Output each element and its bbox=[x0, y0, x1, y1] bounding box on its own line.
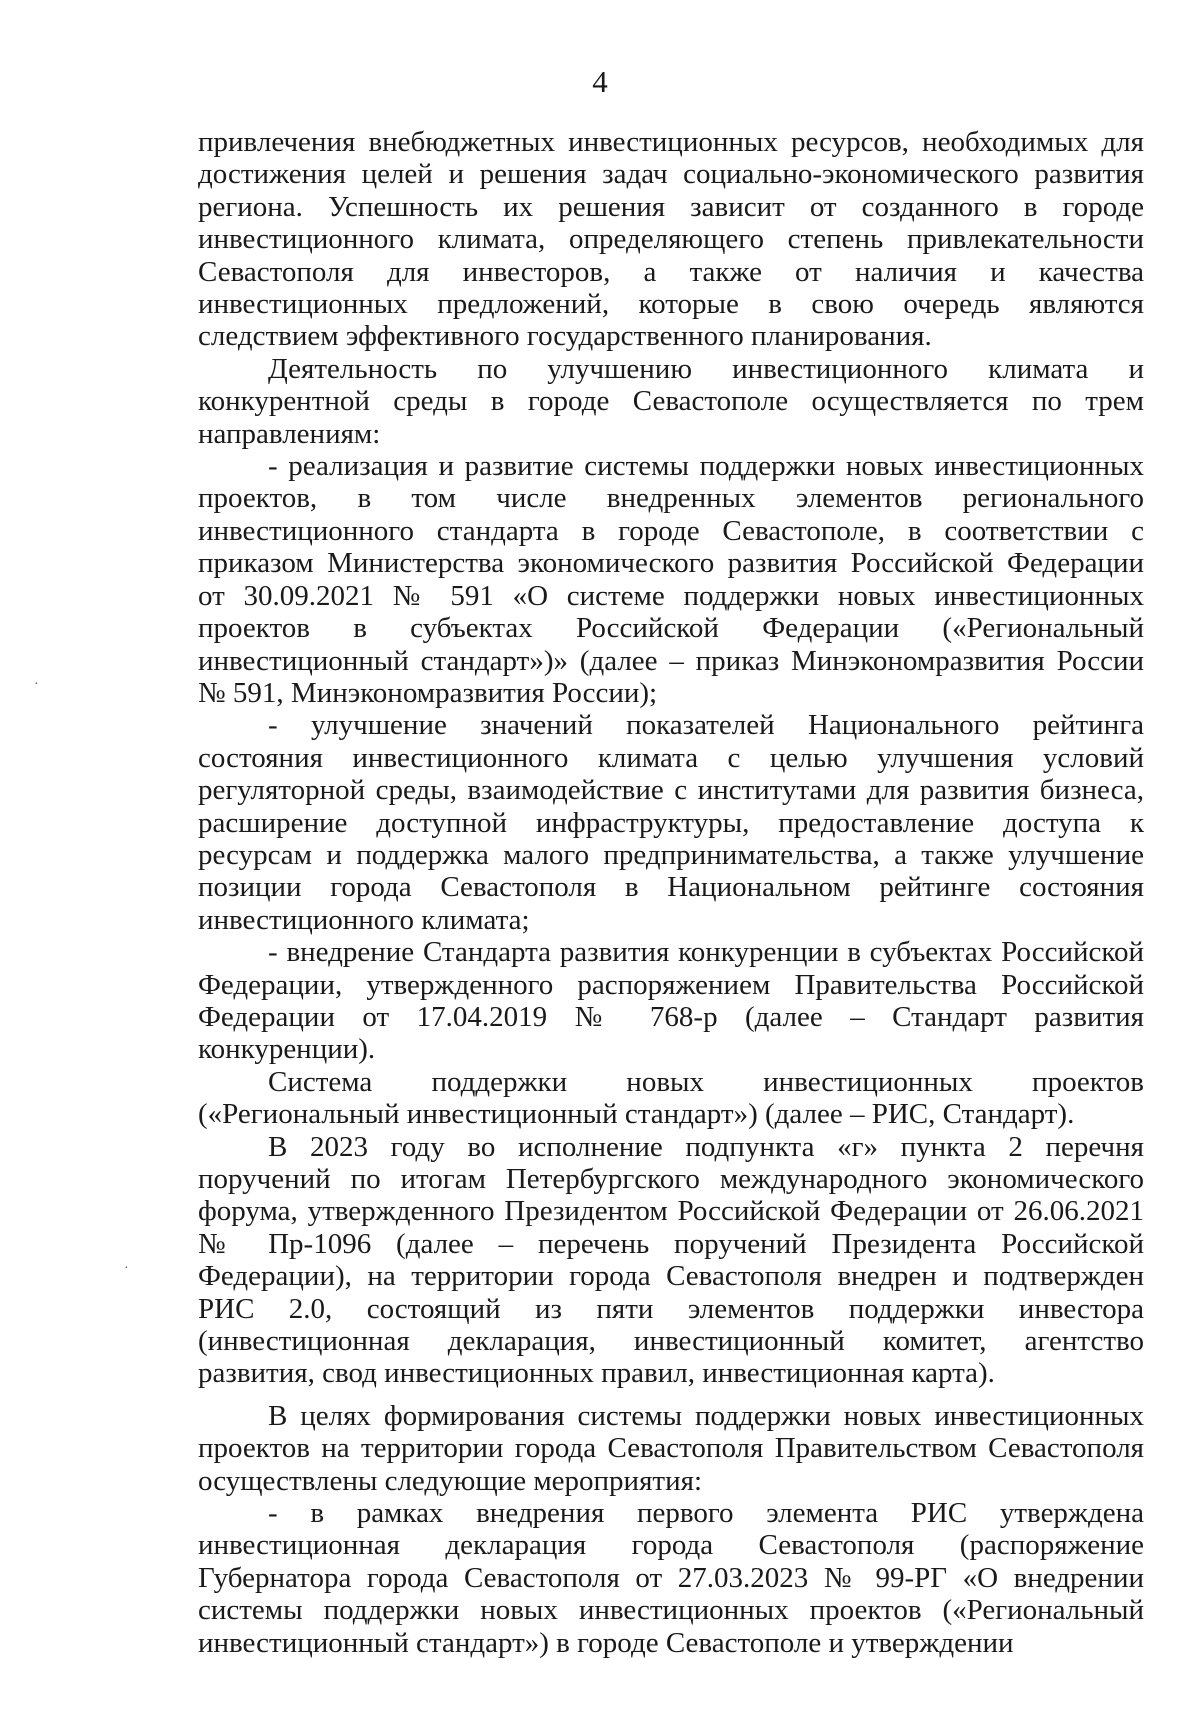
scan-speck: · bbox=[34, 677, 39, 692]
list-item-investment-declaration: - в рамках внедрения первого элемента РИС утверждена инвестиционная декларация города Севастополя (распоряжение Губернатора города Севастополя от 27.03.2023 № 99-РГ «О внедрении системы поддержки новых инвестиционных проектов («Региональный инвестиционный стандарт») в городе Севастополе и утверждении bbox=[198, 1497, 1144, 1659]
paragraph-ris-heading: Система поддержки новых инвестиционных проектов («Региональный инвестиционный стандарт») (далее – РИС, Стандарт). bbox=[198, 1065, 1144, 1131]
list-item-competition-standard: - внедрение Стандарта развития конкуренции в субъектах Российской Федерации, утвержденного распоряжением Правительства Российской Федерации от 17.04.2019 № 768-р (далее – Стандарт развития конкуренции). bbox=[198, 936, 1144, 1066]
paragraph-investment-resources: привлечения внебюджетных инвестиционных ресурсов, необходимых для достижения целей и решения задач социально-экономического развития региона. Успешность их решения зависит от созданного в городе инвестиционного климата, определяющего степень привлекательности Севастополя для инвесторов, а также от наличия и качества инвестиционных предложений, которые в свою очередь являются следствием эффективного государственного планирования. bbox=[198, 126, 1144, 353]
document-body bbox=[198, 126, 1144, 1659]
list-item-ris-support-system: - реализация и развитие системы поддержки новых инвестиционных проектов, в том числе внедренных элементов регионального инвестиционного стандарта в городе Севастополе, в соответствии с приказом Министерства экономического развития Российской Федерации от 30.09.2021 № 591 «О системе поддержки новых инвестиционных проектов в субъектах Российской Федерации («Региональный инвестиционный стандарт»)» (далее – приказ Минэкономразвития России № 591, Минэкономразвития России); bbox=[198, 450, 1144, 709]
page-number: 4 bbox=[592, 64, 608, 99]
scan-speck: · bbox=[124, 1261, 129, 1276]
paragraph-activity-directions: Деятельность по улучшению инвестиционного климата и конкурентной среды в городе Севастополе осуществляется по трем направлениям: bbox=[198, 352, 1144, 450]
paragraph-measures-intro: В целях формирования системы поддержки новых инвестиционных проектов на территории города Севастополя Правительством Севастополя осуществлены следующие мероприятия: bbox=[198, 1399, 1144, 1497]
paragraph-2023-implementation: В 2023 году во исполнение подпункта «г» пункта 2 перечня поручений по итогам Петербургского международного экономического форума, утвержденного Президентом Российской Федерации от 26.06.2021 № Пр-1096 (далее – перечень поручений Президента Российской Федерации), на территории города Севастополя внедрен и подтвержден РИС 2.0, состоящий из пяти элементов поддержки инвестора (инвестиционная декларация, инвестиционный комитет, агентство развития, свод инвестиционных правил, инвестиционная карта). bbox=[198, 1130, 1144, 1390]
list-item-national-rating: - улучшение значений показателей Национального рейтинга состояния инвестиционного климата с целью улучшения условий регуляторной среды, взаимодействие с институтами для развития бизнеса, расширение доступной инфраструктуры, предоставление доступа к ресурсам и поддержка малого предпринимательства, а также улучшение позиции города Севастополя в Национальном рейтинге состояния инвестиционного климата; bbox=[198, 709, 1144, 936]
